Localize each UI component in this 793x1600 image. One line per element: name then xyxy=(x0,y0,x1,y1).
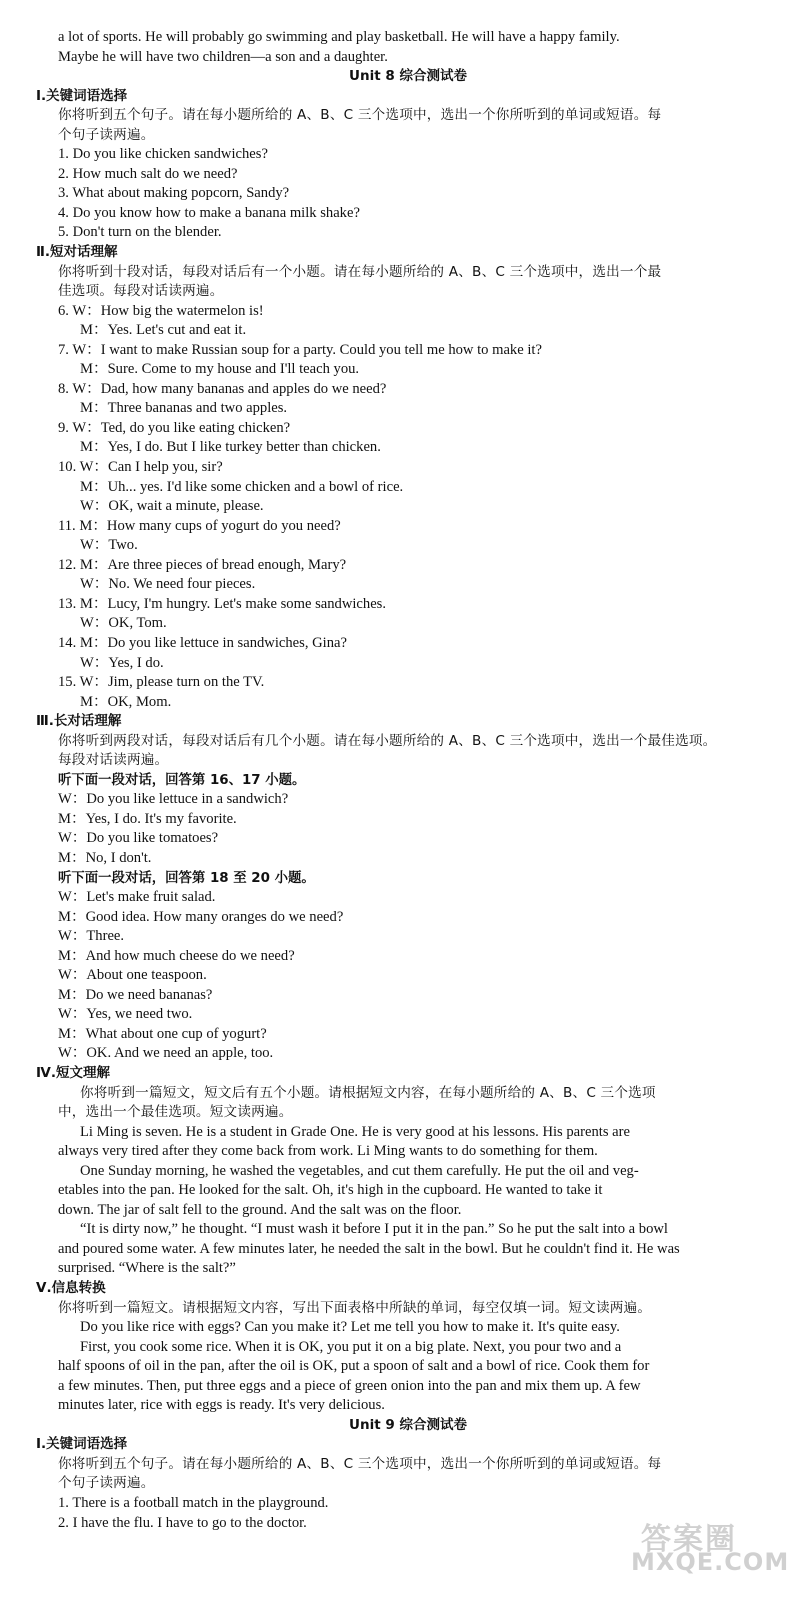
text-line: 14. M：Do you like lettuce in sandwiches, Gina? xyxy=(58,634,347,651)
instruction-line: 听下面一段对话，回答第 18 至 20 小题。 xyxy=(58,870,315,886)
text-line: M：Yes, I do. It's my favorite. xyxy=(58,810,237,827)
instruction-line: 你将听到五个句子。请在每小题所给的 A、B、C 三个选项中，选出一个你所听到的单词或短语。每 xyxy=(58,1455,662,1472)
text-line: a few minutes. Then, put three eggs and a piece of green onion into the pan and mix them up. A few xyxy=(58,1377,641,1394)
section-heading: Ⅱ.短对话理解 xyxy=(36,244,118,261)
text-line: W：Let's make fruit salad. xyxy=(58,889,216,906)
text-line: M：No, I don't. xyxy=(58,849,152,866)
text-line: 7. W：I want to make Russian soup for a party. Could you tell me how to make it? xyxy=(58,341,542,358)
watermark-top-text: 答案圈 xyxy=(641,1522,737,1557)
text-line: W：Yes, we need two. xyxy=(58,1006,193,1023)
instruction-line: 你将听到一篇短文，短文后有五个小题。请根据短文内容，在每小题所给的 A、B、C 三个选项 xyxy=(80,1084,656,1101)
text-line: W：Do you like lettuce in a sandwich? xyxy=(58,791,289,808)
text-line: W：OK, Tom. xyxy=(80,615,167,632)
text-line: 11. M：How many cups of yogurt do you need? xyxy=(58,517,341,534)
instruction-line: 每段对话读两遍。 xyxy=(58,752,169,769)
instruction-line: 佳选项。每段对话读两遍。 xyxy=(58,283,224,300)
instruction-line: 你将听到两段对话，每段对话后有几个小题。请在每小题所给的 A、B、C 三个选项中，选出一个最佳选项。 xyxy=(58,732,717,749)
text-line: Maybe he will have two children—a son and a daughter. xyxy=(58,48,388,65)
text-line: M：Three bananas and two apples. xyxy=(80,400,288,417)
text-line: Do you like rice with eggs? Can you make it? Let me tell you how to make it. It's quite easy. xyxy=(80,1319,620,1336)
text-line: W：Two. xyxy=(80,537,138,554)
text-line: 2. How much salt do we need? xyxy=(58,165,238,182)
instruction-line: 中，选出一个最佳选项。短文读两遍。 xyxy=(58,1104,293,1121)
text-line: M：Do we need bananas? xyxy=(58,986,213,1003)
text-line: 15. W：Jim, please turn on the TV. xyxy=(58,674,265,691)
text-line: 2. I have the flu. I have to go to the doctor. xyxy=(58,1514,307,1531)
document-page xyxy=(36,28,758,1533)
text-line: W：Three. xyxy=(58,928,125,945)
text-line: 1. There is a football match in the playground. xyxy=(58,1495,329,1512)
text-line: W：OK, wait a minute, please. xyxy=(80,498,264,515)
text-line: 12. M：Are three pieces of bread enough, Mary? xyxy=(58,556,347,573)
instruction-line: 个句子读两遍。 xyxy=(58,126,155,143)
text-line: M：Yes, I do. But I like turkey better than chicken. xyxy=(80,439,381,456)
text-line: 6. W：How big the watermelon is! xyxy=(58,302,264,319)
text-line: down. The jar of salt fell to the ground. And the salt was on the floor. xyxy=(58,1201,462,1218)
text-line: M：What about one cup of yogurt? xyxy=(58,1025,267,1042)
text-line: “It is dirty now,” he thought. “I must wash it before I put it in the pan.” So he put the salt into a bowl xyxy=(80,1221,668,1238)
text-line: M：Yes. Let's cut and eat it. xyxy=(80,322,247,339)
instruction-line: 你将听到五个句子。请在每小题所给的 A、B、C 三个选项中，选出一个你所听到的单词或短语。每 xyxy=(58,107,662,124)
text-line: M：Good idea. How many oranges do we need? xyxy=(58,908,344,925)
text-line: minutes later, rice with eggs is ready. It's very delicious. xyxy=(58,1397,385,1414)
text-line: 5. Don't turn on the blender. xyxy=(58,224,222,241)
text-line: 1. Do you like chicken sandwiches? xyxy=(58,146,268,163)
text-line: 4. Do you know how to make a banana milk shake? xyxy=(58,204,360,221)
instruction-line: 你将听到一篇短文。请根据短文内容，写出下面表格中所缺的单词，每空仅填一词。短文读两遍。 xyxy=(58,1299,652,1316)
unit-title: Unit 9 综合测试卷 xyxy=(349,1416,467,1433)
text-line: etables into the pan. He looked for the salt. Oh, it's high in the cupboard. He wanted to take it xyxy=(58,1182,603,1199)
text-line: W：About one teaspoon. xyxy=(58,967,207,984)
text-line: and poured some water. A few minutes later, he needed the salt in the bowl. But he couldn't find it. He was xyxy=(58,1240,680,1257)
text-line: First, you cook some rice. When it is OK, you put it on a big plate. Next, you pour two and a xyxy=(80,1338,622,1355)
text-line: 9. W：Ted, do you like eating chicken? xyxy=(58,419,291,436)
text-line: half spoons of oil in the pan, after the oil is OK, put a spoon of salt and a bowl of rice. Cook them for xyxy=(58,1358,650,1375)
text-line: Li Ming is seven. He is a student in Grade One. He is very good at his lessons. His parents are xyxy=(80,1123,630,1140)
text-line: 8. W：Dad, how many bananas and apples do we need? xyxy=(58,380,387,397)
watermark-bottom-text: MXQE.COM xyxy=(631,1548,790,1576)
text-line: M：Uh... yes. I'd like some chicken and a bowl of rice. xyxy=(80,478,404,495)
text-line: W：OK. And we need an apple, too. xyxy=(58,1045,274,1062)
unit-title: Unit 8 综合测试卷 xyxy=(349,68,467,85)
text-line: surprised. “Where is the salt?” xyxy=(58,1260,236,1277)
instruction-line: 你将听到十段对话，每段对话后有一个小题。请在每小题所给的 A、B、C 三个选项中，选出一个最 xyxy=(58,263,662,280)
section-heading: Ⅰ.关键词语选择 xyxy=(36,87,128,104)
section-heading: Ⅳ.短文理解 xyxy=(36,1064,110,1081)
text-line: 13. M：Lucy, I'm hungry. Let's make some sandwiches. xyxy=(58,595,387,612)
text-line: One Sunday morning, he washed the vegetables, and cut them carefully. He put the oil and veg- xyxy=(80,1162,639,1179)
text-line: M：Sure. Come to my house and I'll teach you. xyxy=(80,361,360,378)
text-line: M：And how much cheese do we need? xyxy=(58,947,295,964)
watermark-logo xyxy=(621,1514,790,1576)
text-line: a lot of sports. He will probably go swimming and play basketball. He will have a happy family. xyxy=(58,29,620,45)
section-heading: Ⅰ.关键词语选择 xyxy=(36,1436,128,1453)
text-line: W：Do you like tomatoes? xyxy=(58,830,219,847)
section-heading: Ⅲ.长对话理解 xyxy=(36,713,122,730)
text-line: 3. What about making popcorn, Sandy? xyxy=(58,185,290,202)
text-line: W：Yes, I do. xyxy=(80,654,164,671)
text-line: 10. W：Can I help you, sir? xyxy=(58,459,223,476)
text-line: always very tired after they come back from work. Li Ming wants to do something for them. xyxy=(58,1143,598,1160)
text-line: W：No. We need four pieces. xyxy=(80,576,256,593)
instruction-line: 个句子读两遍。 xyxy=(58,1475,155,1492)
text-line: M：OK, Mom. xyxy=(80,693,172,710)
instruction-line: 听下面一段对话，回答第 16、17 小题。 xyxy=(58,772,306,788)
section-heading: Ⅴ.信息转换 xyxy=(36,1280,106,1296)
